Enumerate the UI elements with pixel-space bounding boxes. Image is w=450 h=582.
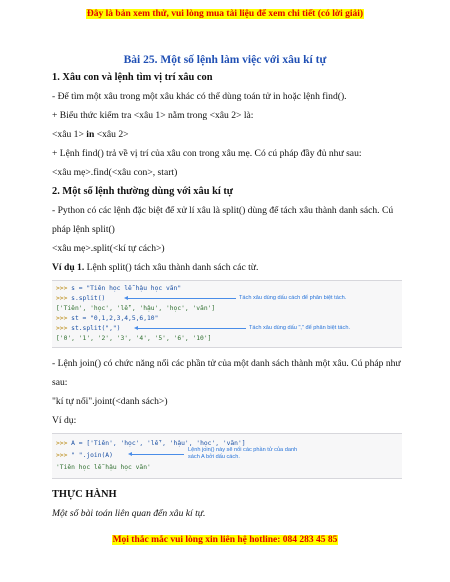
code-output: ['0', '1', '2', '3', '4', '5', '6', '10'] — [56, 335, 212, 342]
section-1-syntax-in — [52, 125, 402, 144]
section-2-syntax-split: <xâu mẹ>.split(<kí tự cách>) — [52, 243, 165, 254]
code-line — [56, 304, 398, 314]
code-text: st = "0,1,2,3,4,5,6,10" — [71, 315, 159, 322]
code-output: 'Tiên học lễ hậu học văn' — [56, 464, 151, 471]
code-prompt: >>> — [56, 452, 72, 459]
section-1-paragraph-1: - Để tìm một xâu trong một xâu khác có thể dùng toán tử in hoặc lệnh find(). — [52, 91, 347, 102]
arrow-line — [128, 298, 236, 299]
code-line — [56, 314, 398, 324]
preview-banner — [0, 9, 450, 19]
section-2-syntax-join: "kí tự nối".joint(<danh sách>) — [52, 396, 168, 407]
syntax-part: <xâu 1> — [52, 129, 87, 140]
example-1-text: Lệnh split() tách xâu thành danh sách các từ. — [84, 262, 259, 273]
syntax-keyword: in — [86, 129, 95, 140]
code-line — [56, 284, 398, 294]
code-block-split — [52, 280, 402, 348]
code-line — [56, 294, 398, 304]
code-text: s = "Tiên học lễ hậu học văn" — [71, 285, 182, 292]
code-prompt: >>> — [56, 325, 72, 332]
code-text: A = ['Tiên', 'học', 'lễ', 'hậu', 'học', 'văn'] — [71, 440, 246, 447]
section-2-heading: 2. Một số lệnh thường dùng với xâu kí tự — [52, 186, 234, 197]
hotline-banner — [0, 535, 450, 545]
practice-heading: THỰC HÀNH — [52, 489, 117, 500]
annotation-join: Lệnh join() này sẽ nối các phần tử của danh sách A bởi dấu cách. — [188, 447, 298, 460]
code-output: ['Tiên', 'học', 'lễ', 'hậu', 'học', 'văn'] — [56, 305, 216, 312]
annotation-split-comma: Tách xâu dùng dấu "," để phân biệt tách. — [249, 325, 351, 331]
section-1-heading: 1. Xâu con và lệnh tìm vị trí xâu con — [52, 72, 213, 83]
section-2-paragraph-1: - Python có các lệnh đặc biệt để xử lí xâu là split() dùng để tách xâu thành danh sách. Cú pháp lệnh split() — [52, 205, 394, 235]
example-1 — [52, 258, 402, 277]
lesson-title: Bài 25. Một số lệnh làm việc với xâu kí tự — [123, 54, 327, 66]
annotation-split-space: Tách xâu dùng dấu cách để phân biệt tách. — [239, 295, 347, 301]
example-1-label: Ví dụ 1. — [52, 262, 85, 273]
section-2-paragraph-3: - Lệnh join() có chức năng nối các phần tử của một danh sách thành một xâu. Cú pháp như sau: — [52, 358, 401, 388]
code-block-join — [52, 433, 402, 479]
hotline-banner-text: Mọi thắc mắc vui lòng xin liên hệ hotline: 084 283 45 85 — [112, 535, 338, 545]
code-text: st.split(",") — [71, 325, 121, 332]
code-prompt: >>> — [56, 440, 72, 447]
code-text: s.split() — [71, 295, 106, 302]
preview-banner-text: Đây là bản xem thử, vui lòng mua tài liệu để xem chi tiết (có lời giải) — [86, 9, 364, 19]
code-line — [56, 334, 398, 344]
section-1-paragraph-2: + Biểu thức kiểm tra <xâu 1> nằm trong <xâu 2> là: — [52, 110, 254, 121]
code-prompt: >>> — [56, 295, 72, 302]
lesson-content — [52, 68, 402, 523]
code-line — [56, 462, 398, 474]
section-1-syntax-find: <xâu mẹ>.find(<xâu con>, start) — [52, 167, 178, 178]
example-2-label: Ví dụ: — [52, 415, 77, 426]
code-prompt: >>> — [56, 285, 72, 292]
arrow-line — [138, 328, 246, 329]
syntax-part: <xâu 2> — [94, 129, 129, 140]
section-1-paragraph-4: + Lệnh find() trả về vị trí của xâu con trong xâu mẹ. Có cú pháp đầy đủ như sau: — [52, 148, 362, 159]
arrow-line — [132, 454, 184, 455]
code-text: " ".join(A) — [71, 452, 113, 459]
code-prompt: >>> — [56, 315, 72, 322]
practice-text: Một số bài toán liên quan đến xâu kí tự. — [52, 508, 206, 519]
